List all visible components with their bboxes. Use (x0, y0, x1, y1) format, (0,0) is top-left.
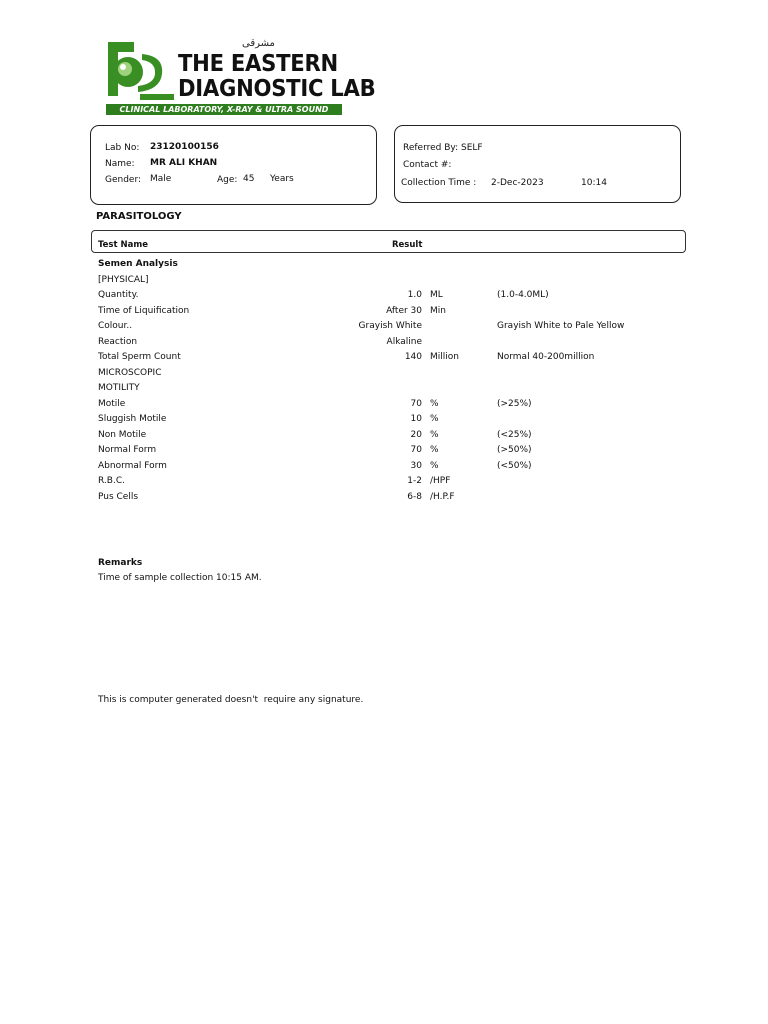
test-name: Sluggish Motile (98, 414, 167, 424)
contact-label: Contact #: (403, 160, 452, 170)
test-name: Time of Liquification (98, 305, 190, 316)
test-result: 70 (410, 445, 422, 455)
table-row (0, 476, 768, 488)
test-unit: ML (430, 290, 443, 300)
test-name: MOTILITY (98, 383, 140, 393)
lab-name-line2: DIAGNOSTIC LAB (178, 76, 376, 102)
table-row (0, 368, 768, 380)
test-range: Grayish White to Pale Yellow (497, 321, 625, 331)
lab-tagline: CLINICAL LABORATORY, X-RAY & ULTRA SOUND (106, 104, 342, 115)
test-unit: % (430, 414, 439, 424)
table-row (0, 337, 768, 349)
table-row (0, 461, 768, 473)
test-result: Alkaline (386, 336, 422, 347)
table-row (0, 399, 768, 411)
test-name: Semen Analysis (98, 259, 178, 269)
lab-logo (104, 38, 376, 116)
test-name: Reaction (98, 336, 138, 347)
test-name: Total Sperm Count (98, 352, 181, 362)
header-test-name: Test Name (98, 240, 148, 250)
test-unit: /HPF (430, 476, 451, 486)
lab-no-value: 23120100156 (150, 142, 219, 152)
table-row (0, 275, 768, 287)
test-name: Quantity. (98, 290, 139, 300)
test-result: Grayish White (358, 321, 422, 331)
table-row (0, 492, 768, 504)
table-row (0, 259, 768, 271)
test-result: 30 (410, 460, 422, 471)
test-unit: Million (430, 352, 459, 362)
table-row (0, 321, 768, 333)
table-row (0, 290, 768, 302)
test-unit: Min (430, 305, 446, 316)
test-unit: % (430, 429, 439, 440)
section-title: PARASITOLOGY (96, 211, 182, 222)
age-value: 45 (243, 174, 255, 184)
test-result: 1-2 (407, 476, 422, 486)
test-range: Normal 40-200million (497, 352, 595, 362)
table-row (0, 414, 768, 426)
urdu-mark: مشرقی (242, 38, 275, 49)
lab-no-label: Lab No: (105, 143, 140, 153)
test-name: Pus Cells (98, 491, 139, 502)
gender-label: Gender: (105, 175, 142, 185)
test-unit: % (430, 398, 439, 409)
test-result: 70 (410, 398, 422, 409)
collection-time: 10:14 (581, 178, 607, 188)
test-result: 20 (410, 429, 422, 440)
gender-value: Male (150, 174, 172, 184)
collection-time-label: Collection Time : (401, 178, 477, 188)
table-row (0, 430, 768, 442)
test-name: MICROSCOPIC (98, 367, 162, 378)
test-range: (<50%) (497, 460, 532, 471)
patient-name: MR ALI KHAN (150, 158, 218, 168)
table-row (0, 383, 768, 395)
test-range: (<25%) (497, 429, 532, 440)
test-result: After 30 (386, 305, 422, 316)
test-name: Normal Form (98, 445, 157, 455)
test-unit: % (430, 445, 439, 455)
test-unit: /H.P.F (430, 491, 455, 502)
age-label: Age: (217, 175, 238, 185)
collection-date: 2-Dec-2023 (491, 178, 544, 188)
test-result: 6-8 (407, 491, 422, 502)
table-header-bar (91, 230, 686, 253)
lab-emblem-icon (104, 38, 178, 104)
test-range: (>25%) (497, 398, 532, 409)
test-name: Colour.. (98, 321, 133, 331)
test-name: Non Motile (98, 429, 147, 440)
lab-name-line1: THE EASTERN (178, 51, 338, 77)
name-label: Name: (105, 159, 135, 169)
test-name: Abnormal Form (98, 460, 167, 471)
footer-note: This is computer generated doesn't require any signature. (98, 695, 364, 705)
lab-name (178, 51, 376, 102)
age-unit: Years (270, 174, 294, 184)
test-result: 10 (410, 414, 422, 424)
test-result: 1.0 (407, 290, 422, 300)
table-row (0, 445, 768, 457)
test-result: 140 (404, 352, 422, 362)
test-name: [PHYSICAL] (98, 274, 149, 285)
test-name: R.B.C. (98, 476, 125, 486)
test-name: Motile (98, 398, 126, 409)
remarks-title: Remarks (98, 558, 143, 568)
table-row (0, 306, 768, 318)
header-result: Result (392, 240, 423, 250)
referred-by: Referred By: SELF (403, 143, 483, 153)
remarks-text: Time of sample collection 10:15 AM. (98, 573, 262, 583)
test-range: (>50%) (497, 445, 532, 455)
test-range: (1.0-4.0ML) (497, 290, 549, 300)
table-row (0, 352, 768, 364)
test-unit: % (430, 460, 439, 471)
